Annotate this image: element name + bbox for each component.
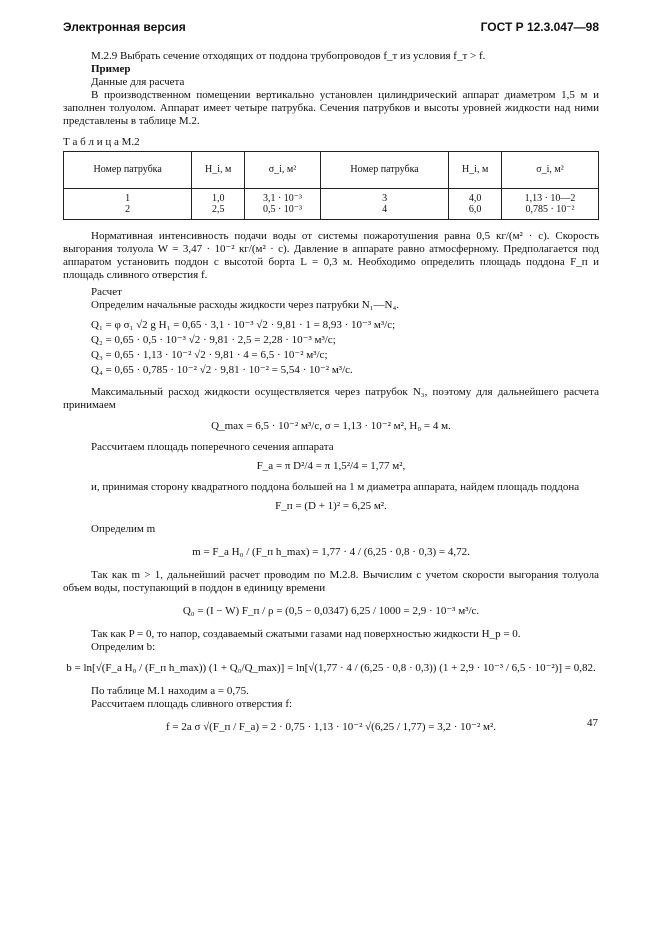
paragraph-drain-area: Рассчитаем площадь сливного отверстия f: [91, 698, 293, 710]
table-header-cell: Номер патрубка [320, 152, 448, 189]
example-heading: Пример [91, 63, 131, 75]
formula-b: b = ln[√(F_a H₀ / (F_п h_max)) (1 + Q₀/Q_max)] = ln[√(1,77 · 4 / (6,25 · 0,8 · 0,3)) (1 + 2,9 · 10⁻³ / 6,5 · 10⁻²)] = 0,82. [66, 662, 596, 674]
calc-heading: Расчет [91, 286, 122, 298]
formula-fp: F_п = (D + 1)² = 6,25 м². [275, 500, 387, 512]
table-cell: 1 2 [64, 189, 192, 220]
table-row [64, 189, 599, 220]
formula-q3: Q₃ = 0,65 · 1,13 · 10⁻² √2 · 9,81 · 4 = 6,5 · 10⁻² м³/с; [91, 349, 328, 361]
table-cell: 3,1 · 10⁻³ 0,5 · 10⁻³ [245, 189, 321, 220]
data-table [63, 151, 599, 220]
table-header-cell: σ_i, м² [245, 152, 321, 189]
paragraph-normative-intensity: Нормативная интенсивность подачи воды от системы пожаротушения равна 0,5 кг/(м² · с). Скорость выгорания толуола W = 3,47 · 10⁻² кг/(м² · с). Давление в аппарате равно атмосферному. Предполагается под аппаратом установить поддон с высотой борта L = 0,3 м. Необходимо определить площадь поддона F_п и площадь сливного отверстия f. [63, 230, 599, 281]
formula-q4: Q₄ = 0,65 · 0,785 · 10⁻² √2 · 9,81 · 10⁻² = 5,54 · 10⁻² м³/с. [91, 364, 353, 376]
paragraph-since-p: Так как P = 0, то напор, создаваемый сжатыми газами над поверхностью жидкости H_р = 0. [91, 628, 521, 640]
paragraph-m29: М.2.9 Выбрать сечение отходящих от поддона трубопроводов f_т из условия f_т > f. [91, 50, 486, 62]
paragraph-initial-flows: Определим начальные расходы жидкости через патрубки N₁—N₄. [91, 299, 400, 311]
paragraph-define-m: Определим m [91, 523, 156, 535]
table-cell: 3 4 [320, 189, 448, 220]
table-header-cell: H_i, м [449, 152, 502, 189]
data-heading: Данные для расчета [91, 76, 185, 88]
formula-f: f = 2a σ √(F_п / F_a) = 2 · 0,75 · 1,13 · 10⁻² √(6,25 / 1,77) = 3,2 · 10⁻² м². [165, 721, 497, 733]
table-cell: 1,13 · 10—2 0,785 · 10⁻² [502, 189, 599, 220]
formula-q0: Q₀ = (I − W) F_п / ρ = (0,5 − 0,0347) 6,25 / 1000 = 2,9 · 10⁻³ м³/с. [182, 605, 480, 617]
formula-qmax: Q_max = 6,5 · 10⁻² м³/с, σ = 1,13 · 10⁻² м², H₀ = 4 м. [211, 420, 451, 432]
paragraph-define-b: Определим b: [91, 641, 156, 653]
page-number: 47 [587, 717, 598, 729]
formula-fa: F_a = π D²/4 = π 1,5²/4 = 1,77 м², [256, 460, 406, 472]
paragraph-production-room: В производственном помещении вертикально установлен цилиндрический аппарат диаметром 1,5 м и заполнен толуолом. Аппарат имеет четыре патрубка. Сечения патрубков и высоты уровней жидкости над ними представлены в таблице М.2. [63, 89, 599, 127]
document-body [63, 50, 599, 734]
table-cell: 1,0 2,5 [192, 189, 245, 220]
formula-m: m = F_a H₀ / (F_п h_max) = 1,77 · 4 / (6,25 · 0,8 · 0,3) = 4,72. [192, 546, 470, 558]
table-cell: 4,0 6,0 [449, 189, 502, 220]
header-right: ГОСТ Р 12.3.047—98 [480, 20, 599, 34]
header-left: Электронная версия [63, 20, 186, 34]
formula-q2: Q₂ = 0,65 · 0,5 · 10⁻³ √2 · 9,81 · 2,5 = 2,28 · 10⁻³ м³/с; [91, 334, 336, 346]
paragraph-cross-section: Рассчитаем площадь поперечного сечения аппарата [91, 441, 334, 453]
table-header-cell: H_i, м [192, 152, 245, 189]
table-header-row [64, 152, 599, 189]
table-caption: Т а б л и ц а М.2 [63, 136, 140, 148]
paragraph-since-m: Так как m > 1, дальнейший расчет проводим по М.2.8. Вычислим с учетом скорости выгорания толуола объем воды, поступающий в поддон в единицу времени [63, 569, 599, 594]
table-header-cell: σ_i, м² [502, 152, 599, 189]
paragraph-tray-side: и, принимая сторону квадратного поддона большей на 1 м диаметра аппарата, найдем площадь поддона [91, 481, 580, 493]
table-header-cell: Номер патрубка [64, 152, 192, 189]
paragraph-from-table: По таблице М.1 находим a = 0,75. [91, 685, 249, 697]
paragraph-max-flow: Максимальный расход жидкости осуществляется через патрубок N₃, поэтому для дальнейшего расчета принимаем [63, 386, 599, 411]
formula-q1: Q₁ = φ σ₁ √2 g H₁ = 0,65 · 3,1 · 10⁻³ √2 · 9,81 · 1 = 8,93 · 10⁻³ м³/с; [91, 319, 396, 331]
